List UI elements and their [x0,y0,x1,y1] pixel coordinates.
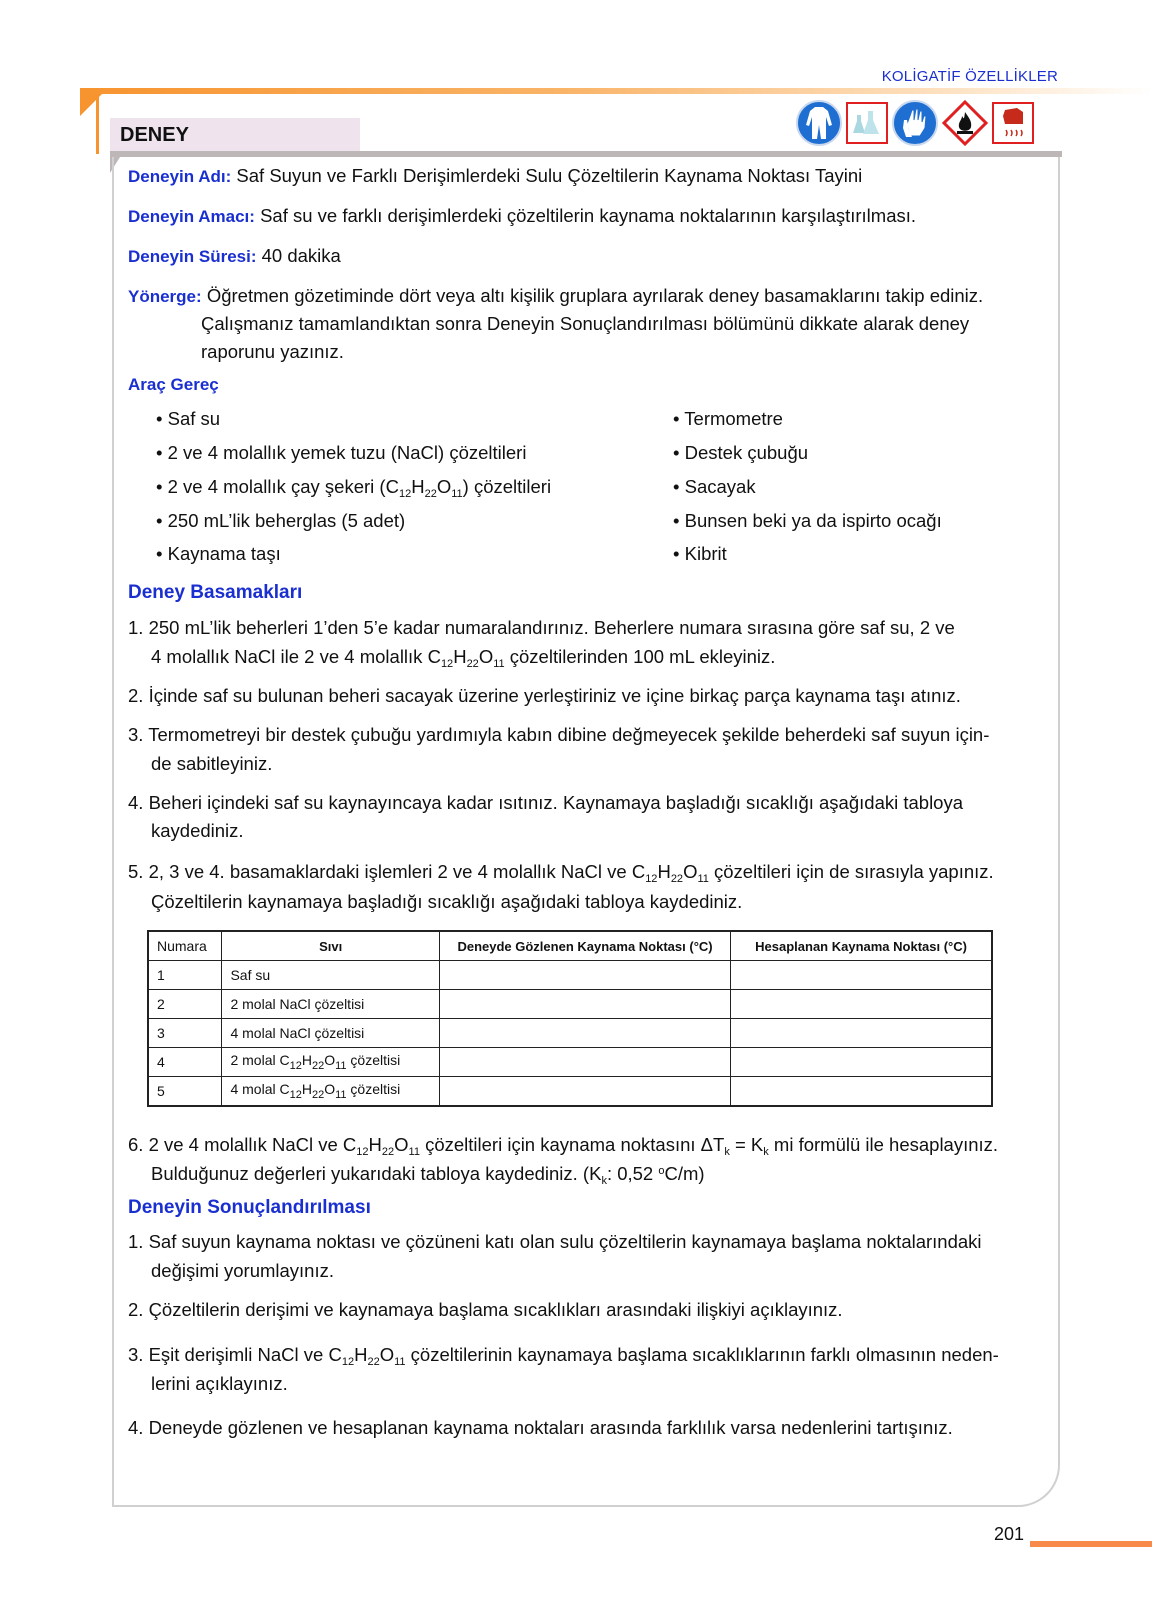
question-3-line-1: 3. Eşit derişimli NaCl ve $C_{12}H_{22}O_{11}$ çözeltilerinin kaynamaya başlama sıcaklıklarının farklı olmasının neden- [128,1344,999,1368]
results-table [147,930,993,1107]
step-6-line-1: 6. 2 ve 4 molallık NaCl ve $C_{12}H_{22}O_{11}$ çözeltileri için kaynama noktasını $\Delta T_k = K_k$ mi formülü ile hesaplayınız. [128,1134,999,1158]
material-item: • Destek çubuğu [673,442,809,463]
cell-liquid: 2 molal $C_{12}H_{22}O_{11}$ çözeltisi [222,1048,439,1077]
col-header-liquid: Sıvı [222,931,439,961]
cell-liquid: Saf su [222,961,439,990]
table-row [148,961,992,990]
table-row [148,1019,992,1048]
experiment-aim [128,205,916,227]
step-3-line-2: de sabitleyiniz. [151,753,273,774]
footer-orange-bar [1030,1541,1152,1547]
cell-calculated[interactable] [731,961,992,990]
step-5-line-2: Çözeltilerin kaynamaya başladığı sıcaklığı aşağıdaki tabloya kaydediniz. [151,891,743,912]
table-row [148,1077,992,1107]
step-4-line-1: 4. Beheri içindeki saf su kaynayıncaya kadar ısıtınız. Kaynamaya başladığı sıcaklığı aşağıdaki tabloya [128,792,964,813]
material-item: • Sacayak [673,476,756,497]
material-item: • 250 mL’lik beherglas (5 adet) [156,510,406,531]
instruction-line-1 [128,285,983,307]
cell-calculated[interactable] [731,990,992,1019]
cell-number: 1 [148,961,222,990]
hot-surface-icon [992,102,1034,144]
section-tab [110,118,360,151]
duration-label: Deneyin Süresi: [128,247,257,266]
material-item: • 2 ve 4 molallık çay şekeri $(C_{12}H_{22}O_{11})$ çözeltileri [156,476,552,500]
step-2: 2. İçinde saf su bulunan beheri sacayak üzerine yerleştiriniz ve içine birkaç parça kaynama taşı atınız. [128,685,961,706]
table-row [148,990,992,1019]
step-4-line-2: kaydediniz. [151,820,244,841]
aim-value: Saf su ve farklı derişimlerdeki çözeltilerin kaynama noktalarının karşılaştırılması. [260,205,917,226]
question-2: 2. Çözeltilerin derişimi ve kaynamaya başlama sıcaklıkları arasındaki ilişkiyi açıklayınız. [128,1299,843,1320]
instruction-text-1: Öğretmen gözetiminde dört veya altı kişilik gruplara ayrılarak deney basamaklarını takip ediniz. [206,285,984,306]
cell-calculated[interactable] [731,1077,992,1107]
question-3-line-2: lerini açıklayınız. [151,1373,288,1394]
conclusion-heading: Deneyin Sonuçlandırılması [128,1197,371,1218]
chapter-title: KOLİGATİF ÖZELLİKLER [881,68,1058,85]
cell-liquid: 2 molal NaCl çözeltisi [222,990,439,1019]
lab-coat-icon [796,100,842,146]
materials-heading: Araç Gereç [128,375,219,394]
step-3-line-1: 3. Termometreyi bir destek çubuğu yardımıyla kabın dibine değmeyecek şekilde beherdeki saf suyun için- [128,724,990,745]
safety-icons [796,98,1034,148]
material-item: • Kaynama taşı [156,543,281,564]
experiment-name [128,165,862,187]
col-header-calculated: Hesaplanan Kaynama Noktası (°C) [731,931,992,961]
material-item: • Termometre [673,408,783,429]
cell-observed[interactable] [439,1019,730,1048]
cell-calculated[interactable] [731,1048,992,1077]
col-header-number: Numara [148,931,222,961]
table-header-row [148,931,992,961]
header-orange-line [96,94,99,154]
cell-number: 4 [148,1048,222,1077]
cell-number: 2 [148,990,222,1019]
flammable-icon [942,100,988,146]
experiment-duration [128,245,341,267]
col-header-observed: Deneyde Gözlenen Kaynama Noktası (°C) [439,931,730,961]
instruction-line-3: raporunu yazınız. [201,341,344,362]
cell-observed[interactable] [439,990,730,1019]
question-4: 4. Deneyde gözlenen ve hesaplanan kaynama noktaları arasında farklılık varsa nedenlerini tartışınız. [128,1417,953,1438]
material-item: • Kibrit [673,543,727,564]
step-6-line-2: Bulduğunuz değerleri yukarıdaki tabloya kaydediniz. ($K_k$: 0,52 $^o$C/m) [151,1163,705,1187]
table-row [148,1048,992,1077]
cell-number: 3 [148,1019,222,1048]
cell-observed[interactable] [439,1077,730,1107]
name-label: Deneyin Adı: [128,167,232,186]
cell-observed[interactable] [439,961,730,990]
material-item: • Bunsen beki ya da ispirto ocağı [673,510,942,531]
instruction-label: Yönerge: [128,287,202,306]
question-1-line-2: değişimi yorumlayınız. [151,1260,335,1281]
cell-liquid: 4 molal NaCl çözeltisi [222,1019,439,1048]
header-orange-bar [80,88,1152,94]
step-1-line-1: 1. 250 mL’lik beherleri 1’den 5’e kadar numaralandırınız. Beherlere numara sırasına göre saf su, 2 ve [128,617,955,638]
flasks-icon [846,102,888,144]
steps-heading: Deney Basamakları [128,582,303,603]
material-item: • Saf su [156,408,221,429]
step-1-line-2: 4 molallık NaCl ile 2 ve 4 molallık $C_{12}H_{22}O_{11}$ çözeltilerinden 100 mL ekleyiniz. [151,646,776,670]
duration-value: 40 dakika [261,245,341,266]
aim-label: Deneyin Amacı: [128,207,255,226]
step-5-line-1: 5. 2, 3 ve 4. basamaklardaki işlemleri 2 ve 4 molallık NaCl ve $C_{12}H_{22}O_{11}$ çözeltileri için de sırasıyla yapınız. [128,861,994,885]
instruction-line-2: Çalışmanız tamamlandıktan sonra Deneyin Sonuçlandırılması bölümünü dikkate alarak deney [201,313,970,334]
name-value: Saf Suyun ve Farklı Derişimlerdeki Sulu Çözeltilerin Kaynama Noktası Tayini [236,165,863,186]
cell-observed[interactable] [439,1048,730,1077]
cell-number: 5 [148,1077,222,1107]
cell-liquid: 4 molal $C_{12}H_{22}O_{11}$ çözeltisi [222,1077,439,1107]
page-number: 201 [994,1524,1025,1544]
question-1-line-1: 1. Saf suyun kaynama noktası ve çözüneni katı olan sulu çözeltilerin kaynamaya başlama noktalarındaki [128,1231,982,1252]
gloves-icon [892,100,938,146]
section-label: DENEY [120,124,189,146]
material-item: • 2 ve 4 molallık yemek tuzu (NaCl) çözeltileri [156,442,527,463]
cell-calculated[interactable] [731,1019,992,1048]
